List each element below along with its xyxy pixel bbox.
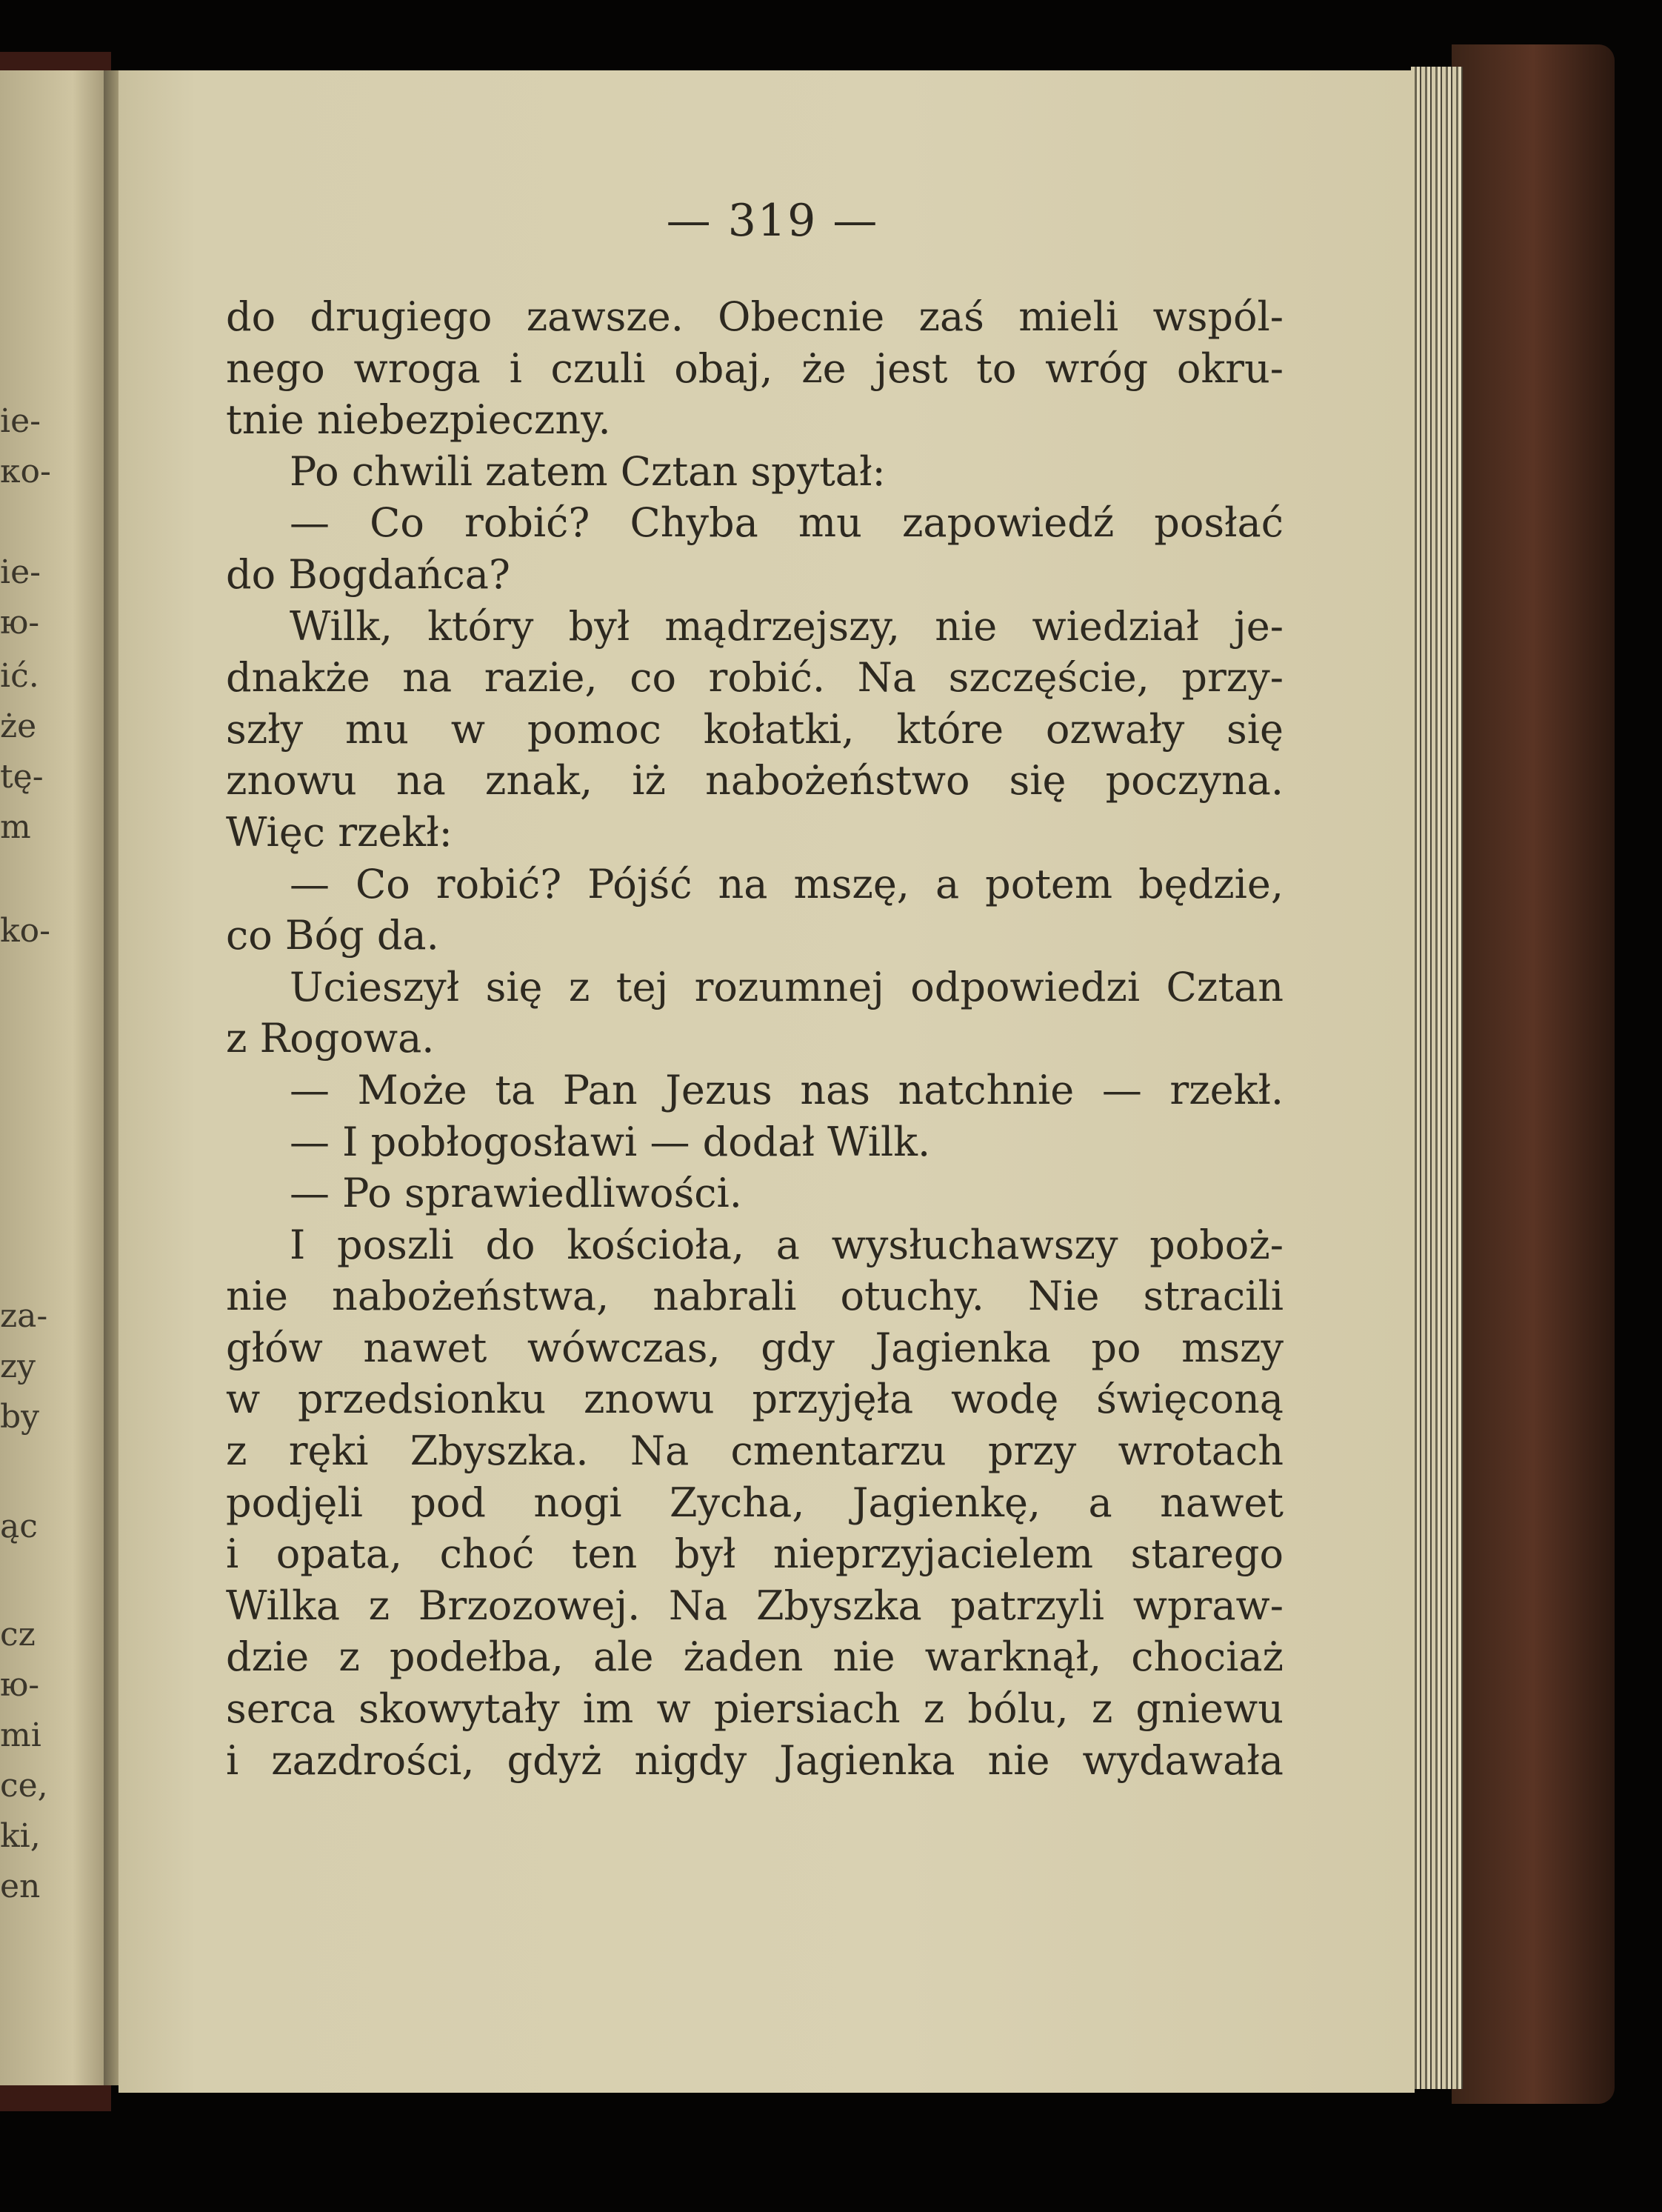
- text-line: z Rogowa.: [226, 1015, 435, 1062]
- text-line: Więc rzekł:: [226, 808, 453, 856]
- page-number: — 319 —: [666, 195, 879, 247]
- text-line: co Bóg da.: [226, 912, 439, 959]
- text-line: w przedsionku znowu przyjęła wodę święconą: [226, 1376, 1284, 1423]
- left-page-fragment: ąc: [0, 1508, 38, 1545]
- text-line: głów nawet wówczas, gdy Jagienka po mszy: [226, 1324, 1284, 1371]
- text-line: znowu na znak, iż nabożeństwo się poczyna.: [226, 757, 1284, 804]
- text-line: — I pobłogosławi — dodał Wilk.: [290, 1118, 931, 1165]
- left-page-fragment: że: [0, 707, 37, 745]
- left-page-fragment: ce,: [0, 1767, 48, 1805]
- text-line: nie nabożeństwa, nabrali otuchy. Nie stracili: [226, 1273, 1284, 1320]
- page-edges: [1411, 67, 1463, 2089]
- left-page-fragment: ю-: [0, 1666, 40, 1704]
- text-line: do drugiego zawsze. Obecnie zaś mieli wspól-: [226, 293, 1284, 340]
- text-line: dzie z podełba, ale żaden nie warknął, chociaż: [226, 1633, 1284, 1681]
- text-line: podjęli pod nogi Zycha, Jagienkę, a nawet: [226, 1479, 1284, 1526]
- text-line: nego wroga i czuli obaj, że jest to wróg okru-: [226, 344, 1284, 392]
- text-line: — Co robić? Chyba mu zapowiedź posłać: [290, 499, 1284, 547]
- page-text: [226, 291, 1284, 1786]
- left-page-fragment: ко-: [0, 453, 51, 490]
- text-line: — Po sprawiedliwości.: [290, 1170, 742, 1217]
- text-line: tnie niebezpieczny.: [226, 396, 611, 444]
- left-page-fragment: ie-: [0, 553, 41, 591]
- left-page-fragment: by: [0, 1398, 40, 1436]
- left-page-fragment: ki,: [0, 1817, 41, 1855]
- book-page: [119, 70, 1415, 2093]
- text-line: i zazdrości, gdyż nigdy Jagienka nie wydawała: [226, 1736, 1284, 1784]
- left-facing-page: [0, 70, 104, 2085]
- text-line: dnakże na razie, co robić. Na szczęście, przy-: [226, 654, 1284, 702]
- left-page-fragment: ю-: [0, 604, 40, 642]
- text-line: — Może ta Pan Jezus nas natchnie — rzekł.: [290, 1066, 1284, 1113]
- left-page-fragment: mi: [0, 1716, 41, 1754]
- text-line: do Bogdańca?: [226, 550, 510, 598]
- text-line: Wilk, który był mądrzejszy, nie wiedział je-: [290, 602, 1284, 650]
- book-cover-right: [1452, 44, 1615, 2104]
- text-line: z ręki Zbyszka. Na cmentarzu przy wrotach: [226, 1428, 1284, 1475]
- text-line: Po chwili zatem Cztan spytał:: [290, 447, 886, 495]
- text-line: — Co robić? Pójść na mszę, a potem będzie,: [290, 860, 1284, 907]
- left-page-fragment: en: [0, 1868, 41, 1905]
- text-line: szły mu w pomoc kołatki, które ozwały się: [226, 705, 1284, 753]
- left-page-fragment: ko-: [0, 912, 51, 950]
- text-line: Ucieszył się z tej rozumnej odpowiedzi Cztan: [290, 963, 1284, 1010]
- left-page-fragment: tę-: [0, 758, 44, 796]
- text-line: I poszli do kościoła, a wysłuchawszy poboż-: [290, 1221, 1284, 1268]
- text-line: i opata, choć ten był nieprzyjacielem starego: [226, 1530, 1284, 1578]
- text-line: serca skowytały im w piersiach z bólu, z gniewu: [226, 1685, 1284, 1733]
- text-line: Wilka z Brzozowej. Na Zbyszka patrzyli wpraw-: [226, 1582, 1284, 1629]
- left-page-fragment: m: [0, 808, 31, 846]
- left-page-fragment: zy: [0, 1347, 36, 1385]
- left-page-fragment: za-: [0, 1297, 48, 1335]
- left-page-fragment: ie-: [0, 402, 41, 440]
- left-page-fragment: cz: [0, 1616, 36, 1653]
- left-page-fragment: ić.: [0, 657, 39, 695]
